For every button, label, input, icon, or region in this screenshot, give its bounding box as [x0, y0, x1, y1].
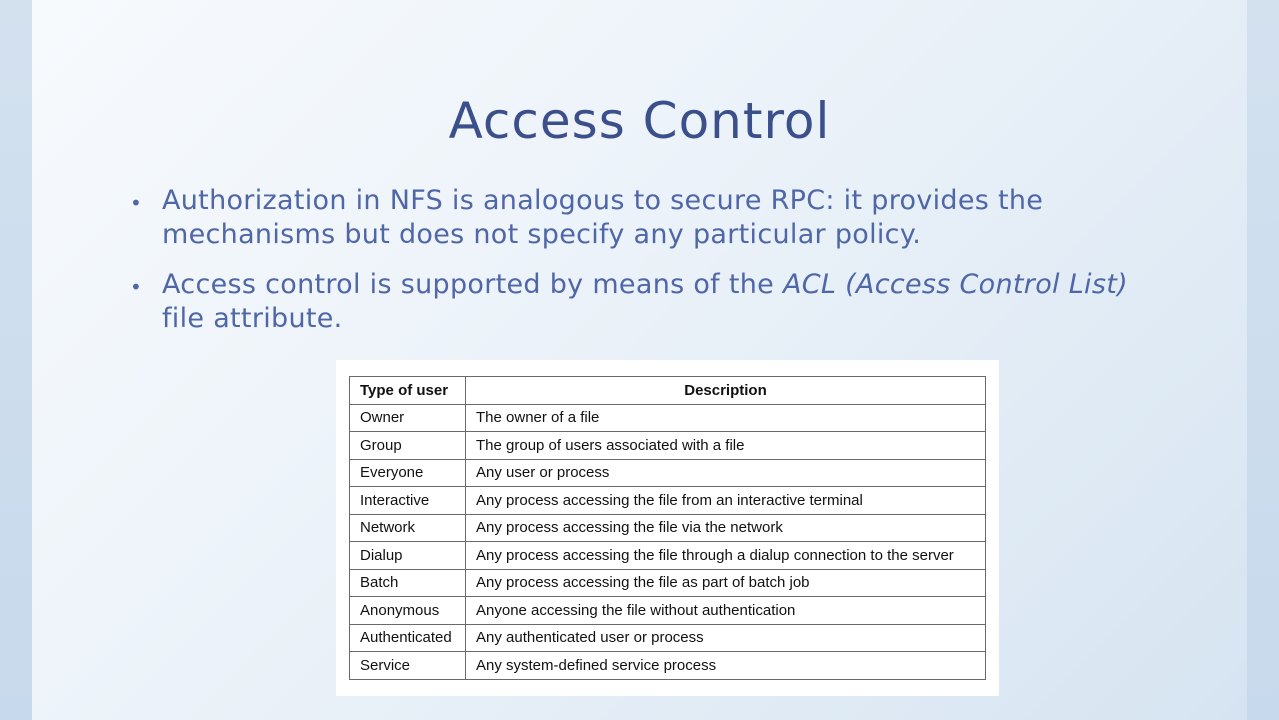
- cell-description: The group of users associated with a file: [466, 432, 986, 460]
- table-row: [350, 487, 986, 515]
- bullet-item-access-control: [130, 268, 1170, 336]
- cell-user-type: Interactive: [350, 487, 466, 515]
- bullet-text: Authorization in NFS is analogous to secure RPC: it provides the mechanisms but does not specify any particular policy.: [162, 185, 1044, 250]
- cell-user-type: Authenticated: [350, 624, 466, 652]
- table-header-row: [350, 377, 986, 405]
- cell-user-type: Anonymous: [350, 597, 466, 625]
- cell-description: Any process accessing the file as part of batch job: [466, 569, 986, 597]
- cell-user-type: Network: [350, 514, 466, 542]
- slide-left-margin: [0, 0, 32, 720]
- cell-user-type: Owner: [350, 404, 466, 432]
- cell-user-type: Group: [350, 432, 466, 460]
- acl-table: [349, 376, 986, 680]
- table-row: [350, 514, 986, 542]
- column-header-description: Description: [466, 377, 986, 405]
- cell-description: Any process accessing the file through a dialup connection to the server: [466, 542, 986, 570]
- slide-right-margin: [1247, 0, 1279, 720]
- cell-description: Anyone accessing the file without authentication: [466, 597, 986, 625]
- bullet-text: [162, 268, 1170, 336]
- table-row: [350, 432, 986, 460]
- table-body: [350, 404, 986, 679]
- bullet-marker: •: [130, 191, 142, 215]
- table-row: [350, 624, 986, 652]
- cell-user-type: Batch: [350, 569, 466, 597]
- table-row: [350, 542, 986, 570]
- column-header-type: Type of user: [350, 377, 466, 405]
- cell-user-type: Service: [350, 652, 466, 680]
- bullet-text-suffix: file attribute.: [162, 303, 343, 334]
- bullet-item-authorization: [130, 184, 1170, 252]
- table-row: [350, 597, 986, 625]
- bullet-text-prefix: Access control is supported by means of the: [162, 269, 783, 300]
- bullet-list: [130, 184, 1170, 352]
- cell-description: Any system-defined service process: [466, 652, 986, 680]
- cell-description: Any authenticated user or process: [466, 624, 986, 652]
- acl-table-image: [336, 360, 999, 696]
- cell-description: Any process accessing the file from an interactive terminal: [466, 487, 986, 515]
- cell-user-type: Dialup: [350, 542, 466, 570]
- slide: [32, 0, 1247, 720]
- cell-description: Any process accessing the file via the network: [466, 514, 986, 542]
- slide-title: Access Control: [448, 92, 831, 150]
- cell-description: The owner of a file: [466, 404, 986, 432]
- cell-user-type: Everyone: [350, 459, 466, 487]
- table-row: [350, 459, 986, 487]
- cell-description: Any user or process: [466, 459, 986, 487]
- bullet-text-emphasis: ACL (Access Control List): [782, 269, 1128, 300]
- table-row: [350, 569, 986, 597]
- table-row: [350, 652, 986, 680]
- table-row: [350, 404, 986, 432]
- bullet-marker: •: [130, 275, 142, 299]
